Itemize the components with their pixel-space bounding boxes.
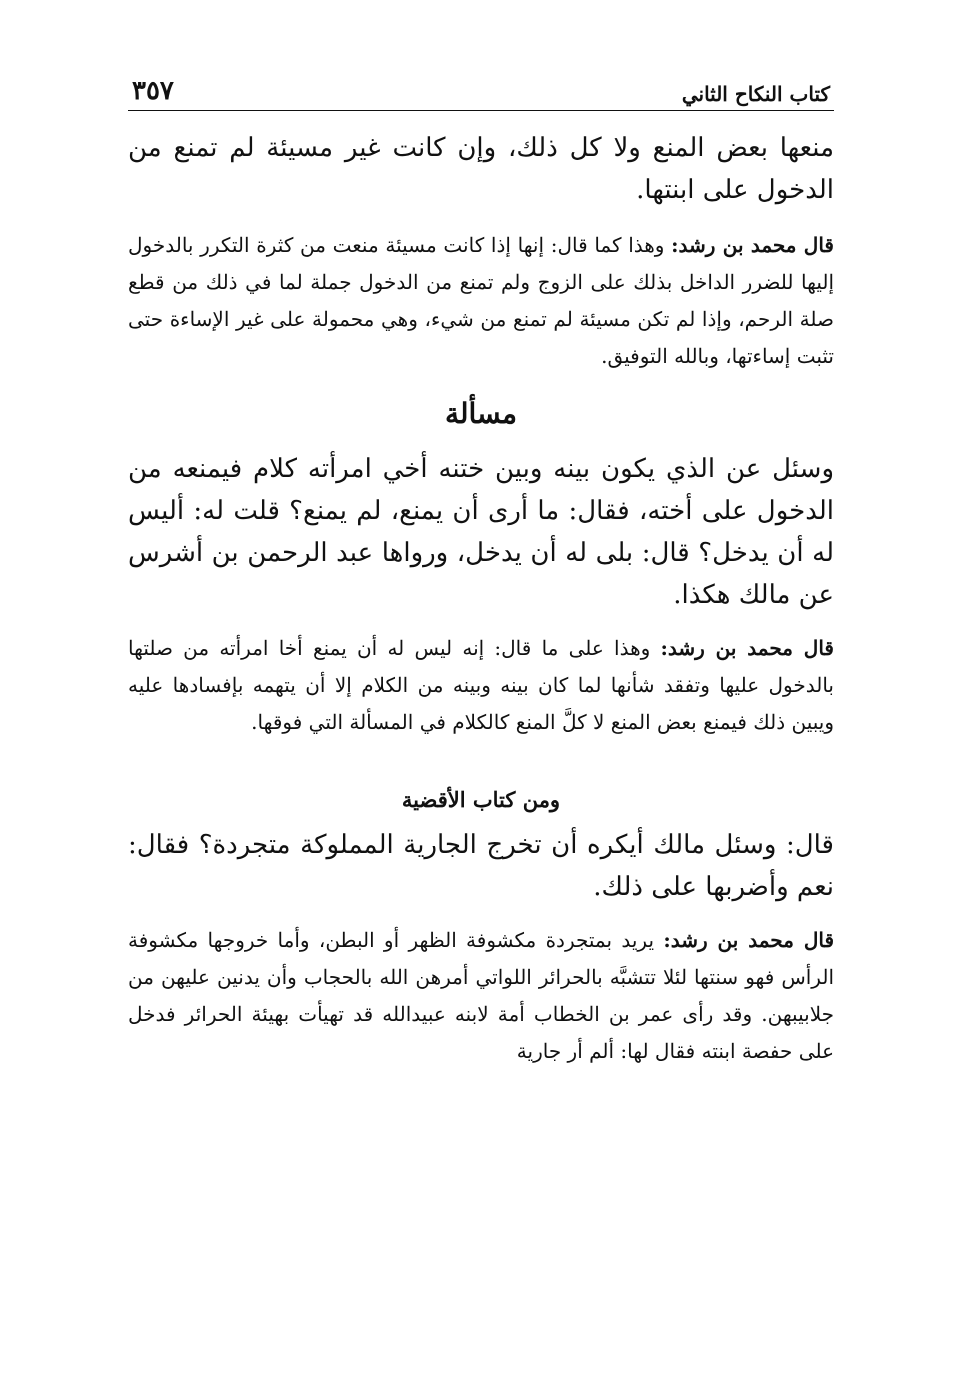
question-paragraph xyxy=(128,824,834,908)
chapter-subheading: ومن كتاب الأقضية xyxy=(401,787,561,812)
commentary-paragraph xyxy=(128,227,834,375)
speaker-label: قال محمد بن رشد: xyxy=(660,636,834,660)
running-header xyxy=(128,68,834,111)
speaker-label: قال محمد بن رشد: xyxy=(663,928,835,952)
book-page xyxy=(128,68,834,1070)
paragraph-text: وهذا على ما قال: إنه ليس له أن يمنع أخا امرأته من صلتها بالدخول عليها وتفقد شأنها لما كان بينه وبينه من الكلام إلا أن يتهمه بإفسادها عليه ويبين ذلك فيمنع بعض المنع لا كلَّ المنع كالكلام في المسألة التي فوقها. xyxy=(128,636,834,734)
paragraph-text: وهذا كما قال: إنها إذا كانت مسيئة منعت من كثرة التكرر بالدخول إليها للضرر الداخل بذلك على الزوج ولم تمنع من الدخول جملة لما في ذلك من قطع صلة الرحم، وإذا لم تكن مسيئة لم تمنع من شيء، وهي محمولة على غير الإساءة حتى تثبت إساءتها، وبالله التوفيق. xyxy=(128,233,834,368)
commentary-paragraph xyxy=(128,630,834,741)
page-number: ٣٥٧ xyxy=(132,76,174,106)
paragraph-continuation xyxy=(128,127,834,211)
running-title: كتاب النكاح الثاني xyxy=(681,82,830,106)
paragraph-text: وسئل عن الذي يكون بينه وبين ختنه أخي امرأته كلام فيمنعه من الدخول على أخته، فقال: ما أرى أن يمنع، لم يمنع؟ قلت له: أليس له أن يدخل؟ قال: بلى له أن يدخل، ورواها عبد الرحمن بن أشرس عن مالك هكذا. xyxy=(128,454,834,610)
speaker-label: قال محمد بن رشد: xyxy=(671,233,834,257)
paragraph-text: منعها بعض المنع ولا كل ذلك، وإن كانت غير مسيئة لم تمنع من الدخول على ابنتها. xyxy=(128,133,834,205)
paragraph-text: قال: وسئل مالك أيكره أن تخرج الجارية المملوكة متجردة؟ فقال: نعم وأضربها على ذلك. xyxy=(128,830,834,902)
paragraph-text: يريد بمتجردة مكشوفة الظهر أو البطن، وأما خروجها مكشوفة الرأس فهو سنتها لئلا تتشبَّه بالحرائر اللواتي أمرهن الله بالحجاب وأن يدنين عليهن من جلابيبهن. وقد رأى عمر بن الخطاب أمة لابنه عبيدالله قد تهيأت بهيئة الحرائر فدخل على حفصة ابنته فقال لها: ألم أر جارية xyxy=(128,928,834,1063)
question-paragraph xyxy=(128,448,834,616)
section-heading: مسألة xyxy=(444,397,518,430)
commentary-paragraph xyxy=(128,922,834,1070)
